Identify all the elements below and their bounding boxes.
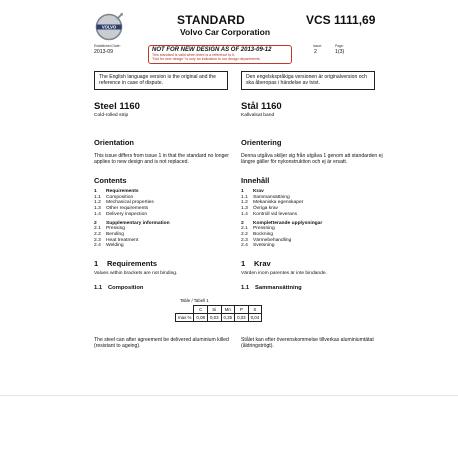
table-cell-s: 0,04 xyxy=(248,314,262,322)
contents-item-label: Pressning xyxy=(253,226,275,232)
subtitle-sv: Kallvalsat band xyxy=(241,113,275,118)
contents-item-label: Kompletterande upplysningar xyxy=(253,220,323,226)
contents-item-label: Krav xyxy=(253,189,264,194)
contents-item-number: 2.1 xyxy=(94,226,101,232)
requirements-text-sv: Värden inom parentes är inte bindande. xyxy=(241,271,327,276)
contents-item-label: Delivery inspection xyxy=(106,211,148,217)
contents-item-label: Bockning xyxy=(253,231,274,237)
contents-item-number: 1.1 xyxy=(94,194,101,200)
contents-item xyxy=(241,243,322,249)
logo-wordmark: VOLVO xyxy=(101,24,117,30)
contents-item-label: Requirements xyxy=(106,189,139,194)
contents-item-number: 1.3 xyxy=(241,206,248,212)
table-header-row xyxy=(176,306,262,314)
composition-number-sv: 1.1 xyxy=(241,285,250,291)
requirements-text-en: Values within brackets are not binding. xyxy=(94,271,178,276)
contents-item-number: 2.1 xyxy=(241,226,248,232)
contents-heading-sv: Innehåll xyxy=(241,176,270,185)
title-sv: Stål 1160 xyxy=(241,101,282,112)
orientation-text-sv: Denna utgåva skiljer sig från utgåva 1 genom att standarden ej längre gäller för nykonstruktion och ej är ersatt. xyxy=(241,153,383,166)
contents-item-number: 2.4 xyxy=(241,243,248,249)
contents-item-number: 2 xyxy=(94,220,97,226)
document-type: STANDARD xyxy=(177,13,246,27)
table-cell-c: 0,08 xyxy=(194,314,208,322)
contents-item-label: Övriga krav xyxy=(253,206,279,212)
composition-heading-sv: Sammansättning xyxy=(255,285,302,291)
subtitle-en: Cold-rolled strip xyxy=(94,113,129,118)
table-cell-p: 0,03 xyxy=(235,314,249,322)
table-caption: Table / Tabell 1 xyxy=(180,298,209,303)
volvo-emblem-icon xyxy=(94,12,124,42)
orientation-heading-en: Orientation xyxy=(94,138,135,147)
title-en: Steel 1160 xyxy=(94,101,140,112)
composition-heading-en: Composition xyxy=(108,285,144,291)
contents-item-number: 2.2 xyxy=(94,231,101,237)
table-cell-si: 0,03 xyxy=(207,314,221,322)
table-header-c: C xyxy=(194,306,208,314)
contents-item-label: Heat treatment xyxy=(106,237,139,243)
contents-item-number: 2.3 xyxy=(241,237,248,243)
contents-item-number: 1.4 xyxy=(94,211,101,217)
contents-list-sv xyxy=(241,189,322,249)
composition-number-en: 1.1 xyxy=(94,285,103,291)
contents-item-label: Sammansättning xyxy=(253,194,290,200)
contents-item-label: Svetsning xyxy=(253,243,275,249)
contents-item-label: Supplementary information xyxy=(106,220,170,226)
contents-item-label: Mekaniska egenskaper xyxy=(253,200,304,206)
requirements-number-en: 1 xyxy=(94,259,99,268)
established-value: 2013-09 xyxy=(94,49,114,55)
issue-value: 2 xyxy=(314,49,317,55)
notice-title: NOT FOR NEW DESIGN AS OF 2013-09-12 xyxy=(152,47,272,53)
orientation-heading-sv: Orientering xyxy=(241,138,282,147)
page-value: 1(3) xyxy=(335,49,345,55)
contents-item-number: 2.2 xyxy=(241,231,248,237)
contents-item-number: 2 xyxy=(241,220,244,226)
contents-item-label: Bending xyxy=(106,231,124,237)
contents-item-label: Other requirements xyxy=(106,206,149,212)
document-code: VCS 1111,69 xyxy=(306,13,376,27)
contents-item-number: 1.1 xyxy=(241,194,248,200)
page-label: Page: xyxy=(335,44,344,48)
volvo-logo xyxy=(94,12,124,42)
table-row xyxy=(176,314,262,322)
notice-line-2: "Not for new design" is only an indication to our design departments. xyxy=(152,57,261,62)
table-row-label: max % xyxy=(176,314,194,322)
notice-line-1: This standard is valid when there is a reference to it. xyxy=(152,53,236,57)
table-header-s: S xyxy=(248,306,262,314)
contents-item-label: Pressing xyxy=(106,226,126,232)
established-label: Established Date: xyxy=(94,44,121,48)
contents-item-number: 2.3 xyxy=(94,237,101,243)
contents-item-number: 1.2 xyxy=(241,200,248,206)
contents-item-label: Mechanical properties xyxy=(106,200,154,206)
orientation-text-en: This issue differs from issue 1 in that the standard no longer applies to new design and is not replaced. xyxy=(94,153,229,166)
requirements-heading-en: Requirements xyxy=(107,259,158,268)
table-corner-cell xyxy=(176,306,194,314)
closing-text-en: The steel can after agreement be delivered aluminium killed (resistant to ageing). xyxy=(94,337,229,350)
contents-list-en xyxy=(94,189,170,249)
issue-label: Issue: xyxy=(313,44,323,48)
contents-item-number: 1.2 xyxy=(94,200,101,206)
table-header-p: P xyxy=(235,306,249,314)
table-header-si: Si xyxy=(207,306,221,314)
language-note-sv: Den engelskspråkiga versionen är originalversion och ska åberopas i händelse av tvist. xyxy=(241,71,375,90)
not-for-new-design-notice xyxy=(148,45,292,64)
contents-item-number: 1.4 xyxy=(241,211,248,217)
contents-item-label: Värmebehandling xyxy=(253,237,292,243)
table-cell-mn: 0,35 xyxy=(221,314,235,322)
page-bottom-divider xyxy=(0,395,458,396)
requirements-heading-sv: Krav xyxy=(254,259,271,268)
company-name: Volvo Car Corporation xyxy=(180,27,271,37)
requirements-number-sv: 1 xyxy=(241,259,246,268)
contents-item xyxy=(94,243,170,249)
composition-table xyxy=(175,305,262,322)
contents-item-number: 2.4 xyxy=(94,243,101,249)
closing-text-sv: Stålet kan efter överenskommelse tillverkas aluminiumtätat (åldringströgt). xyxy=(241,337,374,350)
contents-item-label: Kontroll vid leverans xyxy=(253,211,298,217)
contents-item-label: Welding xyxy=(106,243,124,249)
contents-item-number: 1 xyxy=(94,189,97,194)
contents-item-label: Composition xyxy=(106,194,134,200)
table-header-mn: Mn xyxy=(221,306,235,314)
contents-item-number: 1 xyxy=(241,189,244,194)
language-note-en: The English language version is the original and the reference in case of dispute. xyxy=(94,71,228,90)
contents-heading-en: Contents xyxy=(94,176,127,185)
contents-item-number: 1.3 xyxy=(94,206,101,212)
